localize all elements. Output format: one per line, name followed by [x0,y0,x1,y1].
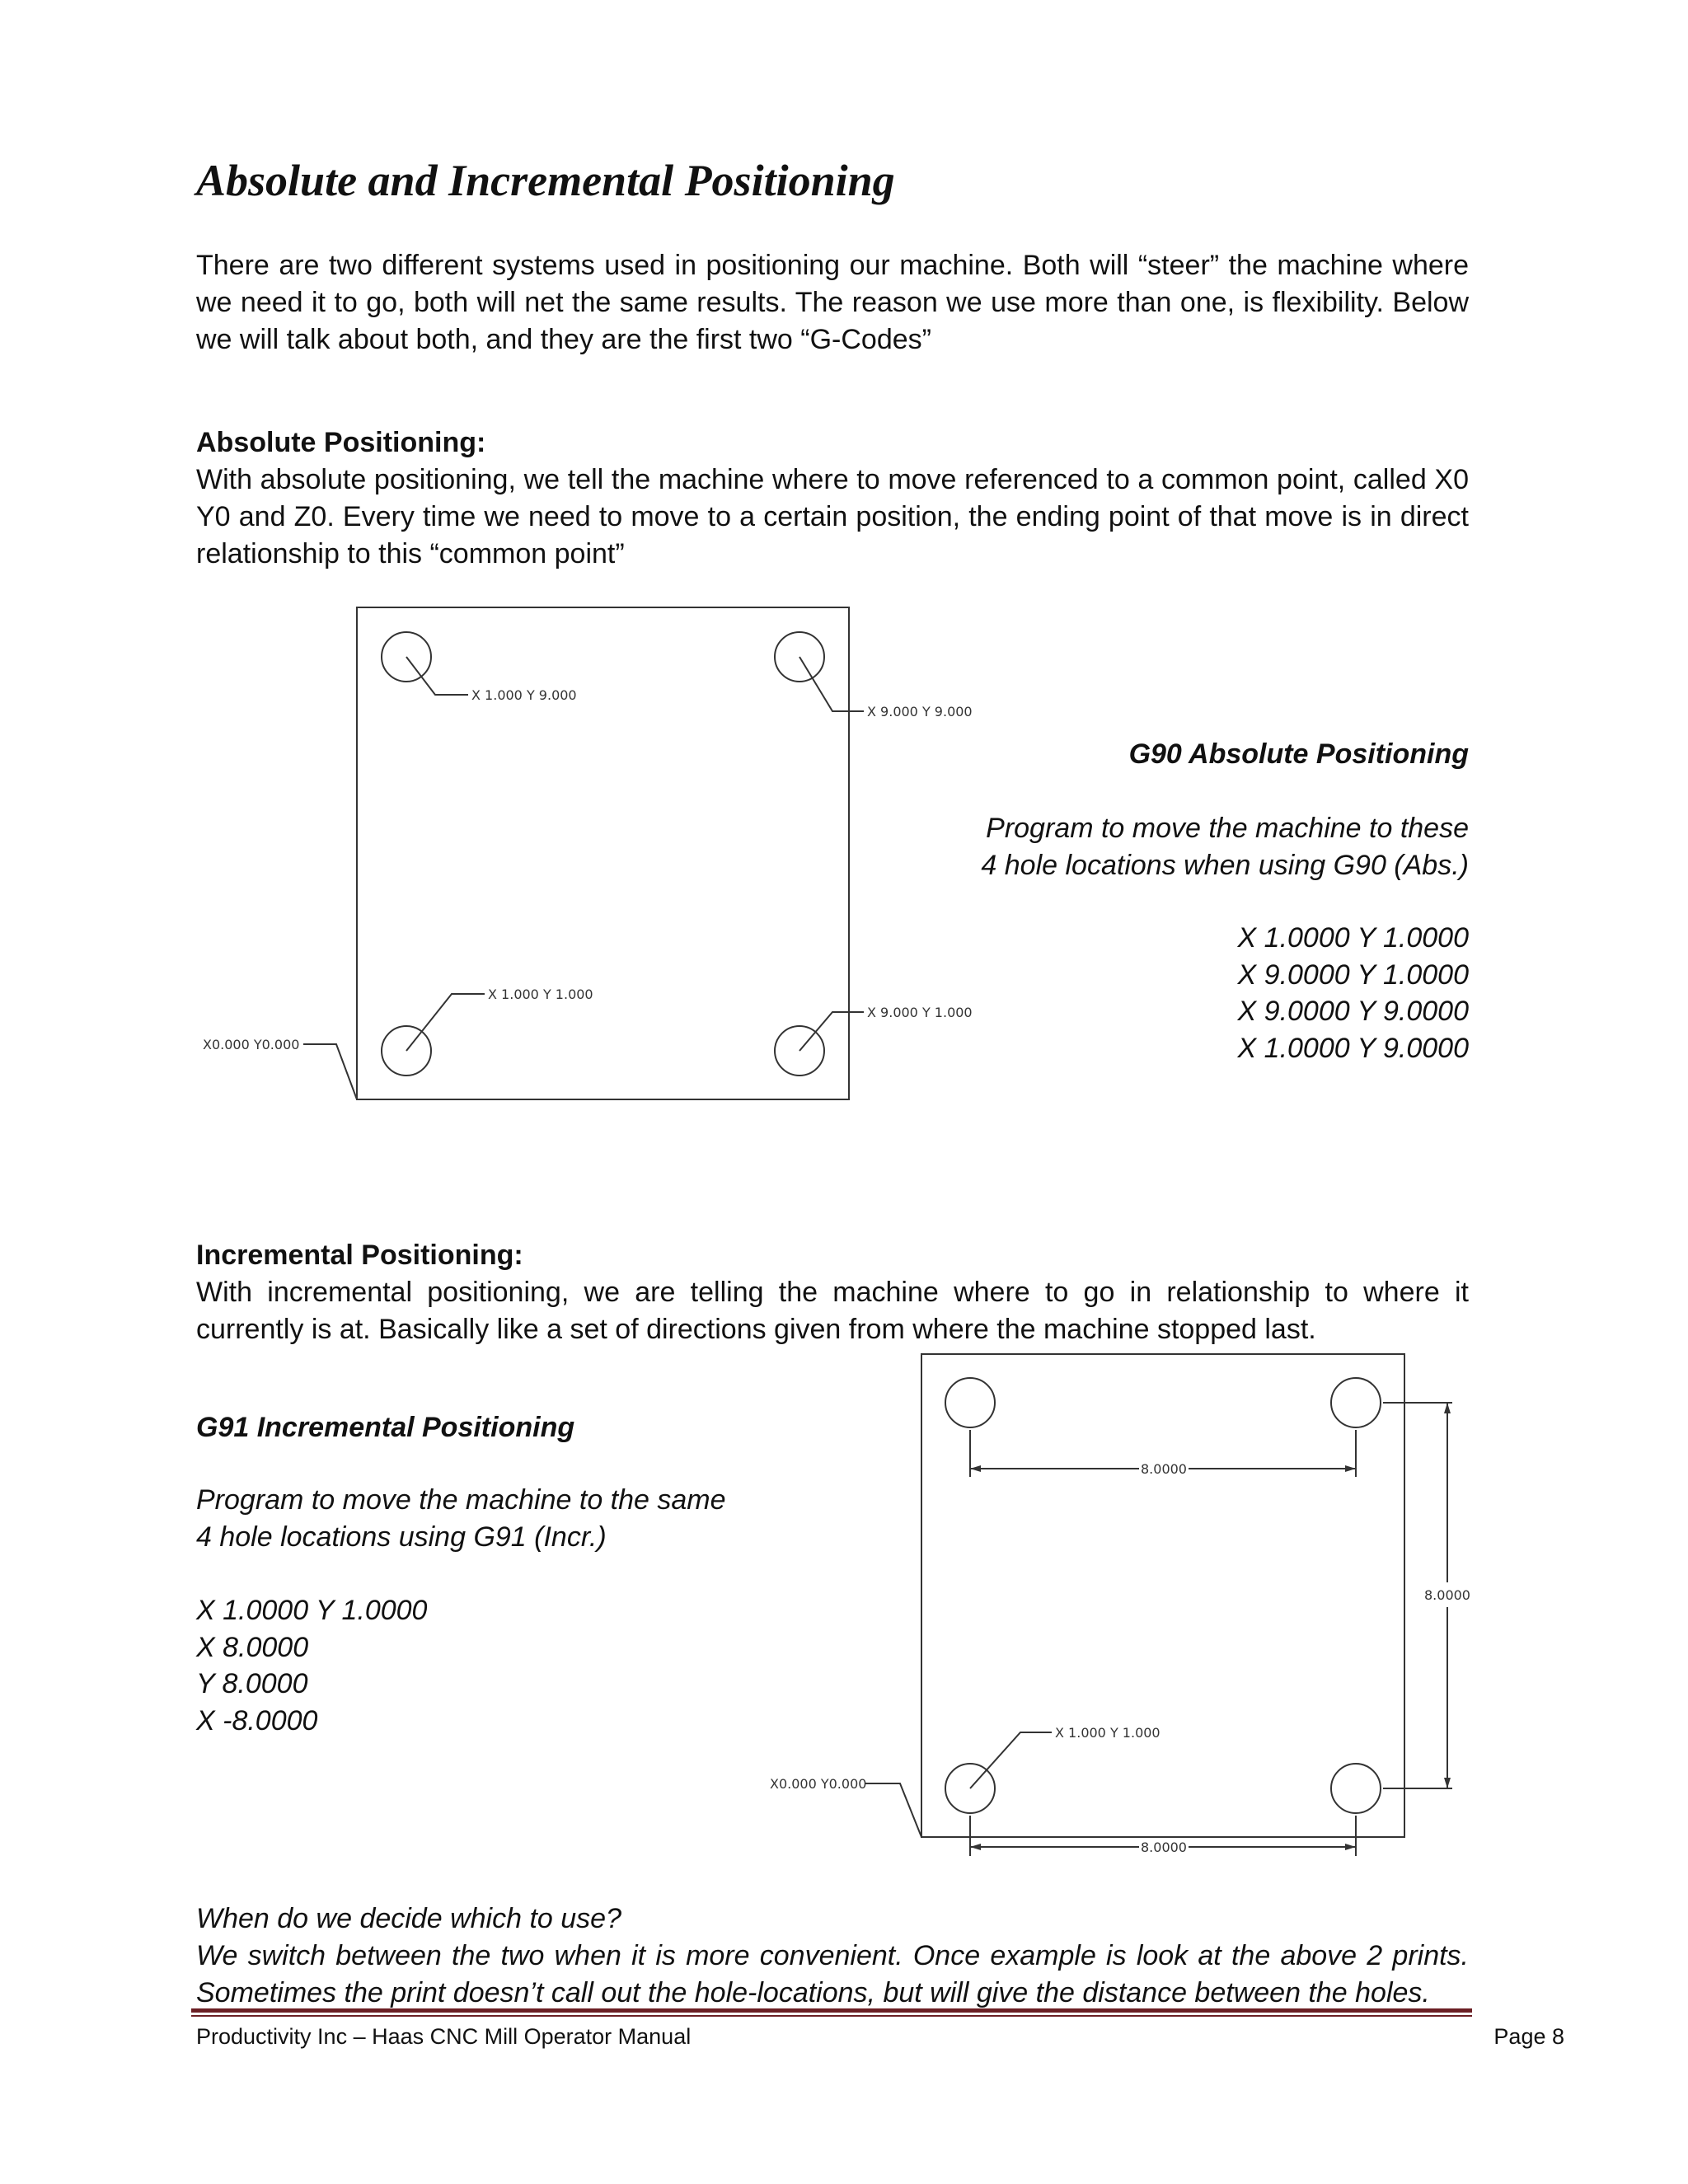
intro-paragraph: There are two different systems used in positioning our machine. Both will “steer” the machine where we need it to go, both will net the same results. The reason we use more than one, is flexibility. Below we will talk about both, and they are the first two “G-Codes” [196,250,1469,355]
hole2-top-left [945,1378,995,1427]
g90-program [1238,920,1469,1066]
closing-answer: We switch between the two when it is more convenient. Once example is look at the above 2 prints. Sometimes the print doesn’t call out the hole-locations, but will give the distance between the holes. [196,1940,1469,2008]
g90-line-2: X 9.0000 Y 1.0000 [1237,958,1469,991]
footer-rule-thick [191,2008,1472,2013]
g91-description-line-2: 4 hole locations using G91 (Incr.) [196,1521,607,1553]
page-title: Absolute and Incremental Positioning [196,156,895,205]
leader-hole2 [970,1732,1052,1788]
label-top-right: X 9.000 Y 9.000 [867,704,973,719]
workpiece-outline [357,607,849,1099]
g90-line-3: X 9.0000 Y 9.0000 [1237,996,1469,1027]
dim-top: 8.0000 [1141,1461,1187,1477]
footer-rule-thin [191,2015,1472,2017]
leader-bottom-left [406,994,485,1051]
incremental-heading: Incremental Positioning: [196,1240,523,1271]
dim-right: 8.0000 [1424,1587,1470,1603]
dimension-arrows [970,1403,1451,1850]
leader-origin2 [865,1783,921,1837]
g91-line-2: X 8.0000 [196,1631,309,1663]
absolute-heading: Absolute Positioning: [196,427,486,458]
g91-description [196,1482,726,1555]
closing-question: When do we decide which to use? [196,1903,621,1934]
absolute-paragraph: With absolute positioning, we tell the machine where to move referenced to a common point, called X0 Y0 and Z0. Every time we need to move to a certain position, the ending point of that move is in direct relationship to this “common point” [196,464,1469,569]
g90-description-line-1: Program to move the machine to these [986,813,1469,844]
g90-line-4: X 1.0000 Y 9.0000 [1237,1032,1469,1064]
g90-line-1: X 1.0000 Y 1.0000 [1237,922,1469,954]
hole2-bottom-right [1331,1764,1381,1813]
footer-title: Productivity Inc – Haas CNC Mill Operator Manual [196,2024,692,2049]
leader-bottom-right [799,1012,864,1051]
g90-description-line-2: 4 hole locations when using G90 (Abs.) [981,849,1469,881]
leader-origin [303,1044,357,1099]
g91-description-line-1: Program to move the machine to the same [196,1484,726,1516]
leader-top-right [799,657,864,711]
label-bottom-left: X 1.000 Y 1.000 [488,987,593,1002]
workpiece-outline-2 [921,1354,1404,1837]
label-bottom-right: X 9.000 Y 1.000 [867,1005,973,1020]
g91-program [196,1592,427,1739]
g91-title: G91 Incremental Positioning [196,1412,575,1443]
g90-description [981,810,1469,883]
incremental-paragraph: With incremental positioning, we are telling the machine where to go in relationship to where it currently is at. Basically like a set of directions given from where the machine stopped last. [196,1277,1469,1345]
label-top-left: X 1.000 Y 9.000 [471,687,577,703]
label-origin2: X0.000 Y0.000 [770,1776,867,1792]
label-origin: X0.000 Y0.000 [203,1037,300,1052]
label-hole2: X 1.000 Y 1.000 [1055,1725,1160,1741]
incremental-diagram [865,1354,1452,1856]
page-number: Page 8 [1493,2024,1564,2049]
g90-title: G90 Absolute Positioning [1128,738,1469,770]
hole2-top-right [1331,1378,1381,1427]
g91-line-4: X -8.0000 [196,1704,318,1736]
g91-line-1: X 1.0000 Y 1.0000 [196,1595,428,1626]
dim-bottom: 8.0000 [1141,1840,1187,1855]
leader-top-left [406,657,468,695]
g91-line-3: Y 8.0000 [196,1668,308,1699]
